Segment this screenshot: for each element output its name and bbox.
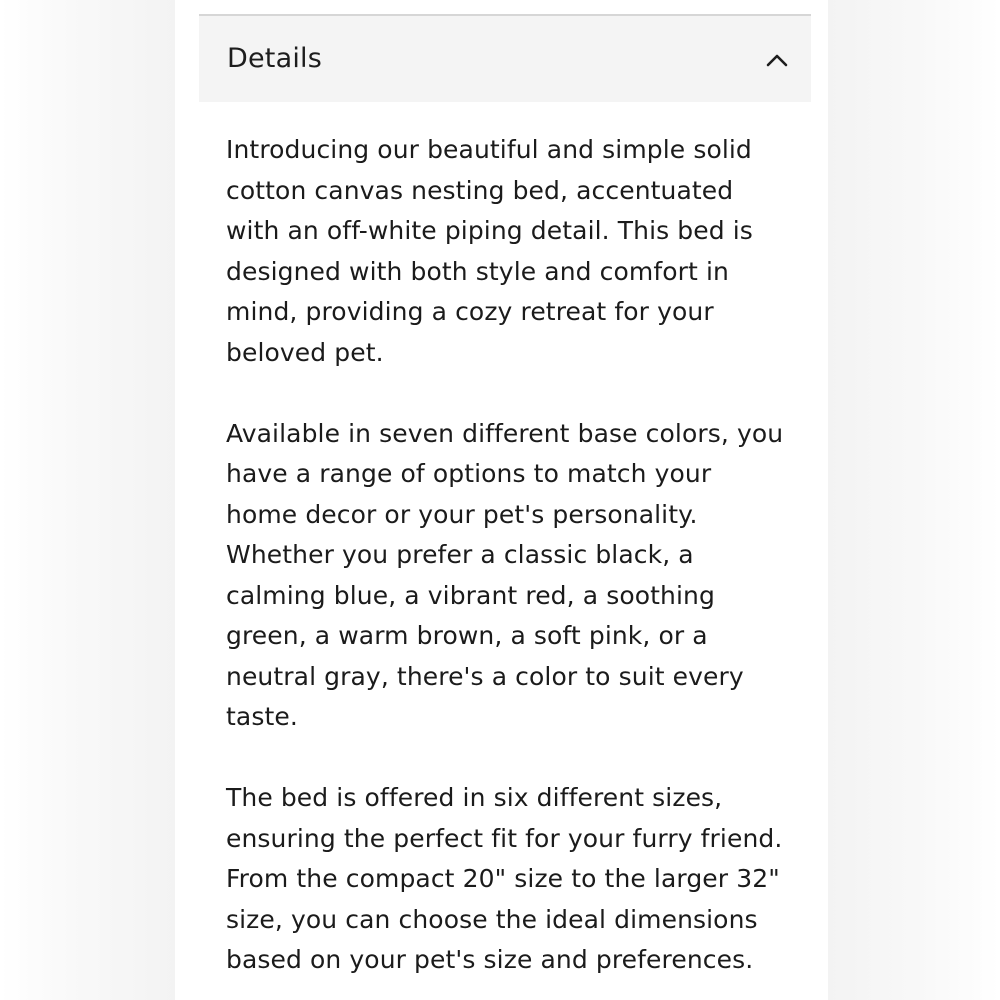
right-backdrop xyxy=(828,0,1000,1000)
chevron-up-icon[interactable] xyxy=(765,52,789,68)
details-paragraph-3: The bed is offered in six different sizes, ensuring the perfect fit for your furry friend. From the compact 20" size to the larger 32" size, you can choose the ideal dimensions based on your pet's size and preferences. xyxy=(226,783,783,974)
details-paragraph-1: Introducing our beautiful and simple solid cotton canvas nesting bed, accentuated with an off-white piping detail. This bed is designed with both style and comfort in mind, providing a cozy retreat for your beloved pet. xyxy=(226,135,753,367)
details-paragraph-2: Available in seven different base colors, you have a range of options to match your home decor or your pet's personality. Whether you prefer a classic black, a calming blue, a vibrant red, a soothing green, a warm brown, a soft pink, or a neutral gray, there's a color to suit every taste. xyxy=(226,418,784,731)
details-content xyxy=(226,130,796,1000)
details-accordion-title: Details xyxy=(227,43,323,74)
left-backdrop xyxy=(0,0,175,1000)
details-accordion-header[interactable] xyxy=(199,14,811,102)
product-details-panel xyxy=(175,0,828,1000)
